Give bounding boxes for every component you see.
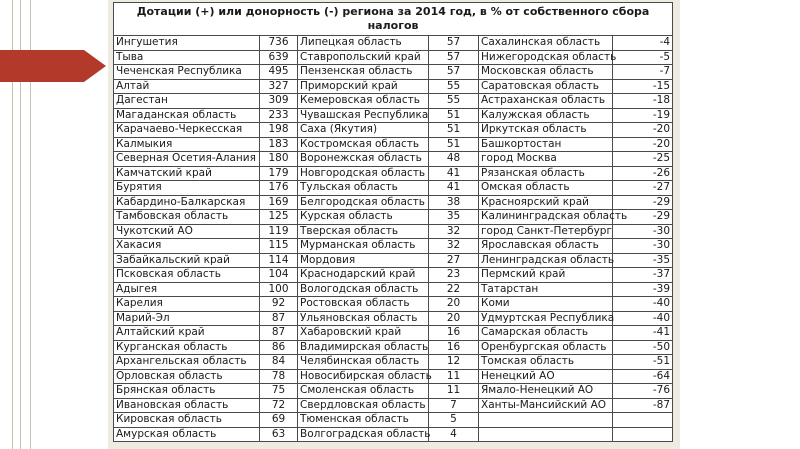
value-a-cell: 92 [260, 297, 298, 312]
region-a-cell: Камчатский край [114, 166, 260, 181]
arrow-decor [0, 50, 84, 82]
region-a-cell: Орловская область [114, 369, 260, 384]
region-c-cell: Коми [479, 297, 613, 312]
value-a-cell: 114 [260, 253, 298, 268]
value-c-cell: -20 [613, 137, 673, 152]
value-a-cell: 115 [260, 239, 298, 254]
value-c-cell: -19 [613, 108, 673, 123]
table-row [114, 340, 673, 355]
value-b-cell: 57 [429, 36, 479, 51]
region-c-cell: Удмуртская Республика [479, 311, 613, 326]
region-b-cell: Тверская область [298, 224, 429, 239]
region-a-cell: Ингушетия [114, 36, 260, 51]
value-c-cell: -30 [613, 239, 673, 254]
region-a-cell: Псковская область [114, 268, 260, 283]
value-c-cell: -29 [613, 210, 673, 225]
value-c-cell: -39 [613, 282, 673, 297]
value-c-cell: -27 [613, 181, 673, 196]
value-b-cell: 22 [429, 282, 479, 297]
table-row [114, 181, 673, 196]
value-a-cell: 169 [260, 195, 298, 210]
region-c-cell: Томская область [479, 355, 613, 370]
region-a-cell: Чукотский АО [114, 224, 260, 239]
region-b-cell: Пензенская область [298, 65, 429, 80]
value-a-cell: 87 [260, 326, 298, 341]
value-c-cell: -4 [613, 36, 673, 51]
value-a-cell: 198 [260, 123, 298, 138]
value-b-cell: 16 [429, 340, 479, 355]
value-c-cell: -5 [613, 50, 673, 65]
region-a-cell: Карелия [114, 297, 260, 312]
region-b-cell: Костромская область [298, 137, 429, 152]
value-b-cell: 57 [429, 65, 479, 80]
region-a-cell: Кабардино-Балкарская [114, 195, 260, 210]
region-b-cell: Челябинская область [298, 355, 429, 370]
region-c-cell: Рязанская область [479, 166, 613, 181]
value-a-cell: 86 [260, 340, 298, 355]
value-b-cell: 12 [429, 355, 479, 370]
value-a-cell: 179 [260, 166, 298, 181]
region-a-cell: Ивановская область [114, 398, 260, 413]
value-b-cell: 35 [429, 210, 479, 225]
table-row [114, 369, 673, 384]
value-a-cell: 72 [260, 398, 298, 413]
region-a-cell: Адыгея [114, 282, 260, 297]
region-b-cell: Белгородская область [298, 195, 429, 210]
region-b-cell: Липецкая область [298, 36, 429, 51]
region-a-cell: Калмыкия [114, 137, 260, 152]
value-c-cell: -41 [613, 326, 673, 341]
region-b-cell: Чувашская Республика [298, 108, 429, 123]
value-c-cell: -50 [613, 340, 673, 355]
region-b-cell: Свердловская область [298, 398, 429, 413]
region-c-cell: Ямало-Ненецкий АО [479, 384, 613, 399]
value-b-cell: 11 [429, 384, 479, 399]
value-a-cell: 78 [260, 369, 298, 384]
region-c-cell: Московская область [479, 65, 613, 80]
region-a-cell: Алтай [114, 79, 260, 94]
value-b-cell: 51 [429, 108, 479, 123]
value-a-cell: 233 [260, 108, 298, 123]
regions-table [113, 2, 673, 442]
value-c-cell: -20 [613, 123, 673, 138]
region-a-cell: Кировская область [114, 413, 260, 428]
left-decor-panel [0, 0, 108, 449]
value-c-cell: -7 [613, 65, 673, 80]
region-a-cell: Амурская область [114, 427, 260, 442]
value-a-cell: 87 [260, 311, 298, 326]
value-b-cell: 5 [429, 413, 479, 428]
value-a-cell: 639 [260, 50, 298, 65]
region-b-cell: Саха (Якутия) [298, 123, 429, 138]
value-b-cell: 32 [429, 239, 479, 254]
value-b-cell: 23 [429, 268, 479, 283]
value-b-cell: 4 [429, 427, 479, 442]
value-b-cell: 27 [429, 253, 479, 268]
region-b-cell: Воронежская область [298, 152, 429, 167]
region-c-cell: Калужская область [479, 108, 613, 123]
region-b-cell: Ульяновская область [298, 311, 429, 326]
value-b-cell: 20 [429, 297, 479, 312]
value-b-cell: 7 [429, 398, 479, 413]
table-row [114, 427, 673, 442]
value-a-cell: 736 [260, 36, 298, 51]
region-a-cell: Магаданская область [114, 108, 260, 123]
table-row [114, 210, 673, 225]
region-c-cell: Ханты-Мансийский АО [479, 398, 613, 413]
value-a-cell: 63 [260, 427, 298, 442]
value-b-cell: 11 [429, 369, 479, 384]
value-b-cell: 20 [429, 311, 479, 326]
value-c-cell: -40 [613, 311, 673, 326]
region-a-cell: Хакасия [114, 239, 260, 254]
table-row [114, 65, 673, 80]
region-b-cell: Владимирская область [298, 340, 429, 355]
table-row [114, 108, 673, 123]
region-b-cell: Тульская область [298, 181, 429, 196]
value-a-cell: 125 [260, 210, 298, 225]
right-blank-panel [680, 0, 800, 449]
table-row [114, 50, 673, 65]
value-a-cell: 309 [260, 94, 298, 109]
value-b-cell: 57 [429, 50, 479, 65]
table-title-row [114, 3, 673, 36]
value-b-cell: 41 [429, 166, 479, 181]
region-c-cell: Ненецкий АО [479, 369, 613, 384]
table-row [114, 137, 673, 152]
region-c-cell: город Москва [479, 152, 613, 167]
value-c-cell: -37 [613, 268, 673, 283]
region-b-cell: Ростовская область [298, 297, 429, 312]
region-b-cell: Кемеровская область [298, 94, 429, 109]
region-b-cell: Волгоградская область [298, 427, 429, 442]
table-row [114, 94, 673, 109]
table-row [114, 398, 673, 413]
region-a-cell: Бурятия [114, 181, 260, 196]
region-a-cell: Тыва [114, 50, 260, 65]
value-c-cell [613, 427, 673, 442]
value-a-cell: 183 [260, 137, 298, 152]
region-c-cell: Ярославская область [479, 239, 613, 254]
table-row [114, 282, 673, 297]
region-b-cell: Новгородская область [298, 166, 429, 181]
region-b-cell: Мурманская область [298, 239, 429, 254]
value-b-cell: 41 [429, 181, 479, 196]
value-c-cell: -30 [613, 224, 673, 239]
table-row [114, 311, 673, 326]
region-b-cell: Новосибирская область [298, 369, 429, 384]
region-a-cell: Дагестан [114, 94, 260, 109]
region-c-cell: Башкортостан [479, 137, 613, 152]
region-c-cell: Красноярский край [479, 195, 613, 210]
value-a-cell: 69 [260, 413, 298, 428]
region-c-cell: Астраханская область [479, 94, 613, 109]
value-b-cell: 55 [429, 94, 479, 109]
region-b-cell: Тюменская область [298, 413, 429, 428]
region-a-cell: Алтайский край [114, 326, 260, 341]
table-row [114, 36, 673, 51]
value-c-cell [613, 413, 673, 428]
value-c-cell: -76 [613, 384, 673, 399]
value-c-cell: -15 [613, 79, 673, 94]
region-a-cell: Курганская область [114, 340, 260, 355]
value-c-cell: -87 [613, 398, 673, 413]
value-c-cell: -35 [613, 253, 673, 268]
region-a-cell: Брянская область [114, 384, 260, 399]
table-row [114, 384, 673, 399]
region-c-cell: Омская область [479, 181, 613, 196]
region-a-cell: Северная Осетия-Алания [114, 152, 260, 167]
value-c-cell: -18 [613, 94, 673, 109]
value-a-cell: 495 [260, 65, 298, 80]
region-a-cell: Чеченская Республика [114, 65, 260, 80]
region-c-cell: Иркутская область [479, 123, 613, 138]
value-b-cell: 48 [429, 152, 479, 167]
region-b-cell: Вологодская область [298, 282, 429, 297]
region-a-cell: Архангельская область [114, 355, 260, 370]
table-row [114, 326, 673, 341]
value-c-cell: -29 [613, 195, 673, 210]
value-b-cell: 51 [429, 137, 479, 152]
value-a-cell: 180 [260, 152, 298, 167]
value-b-cell: 51 [429, 123, 479, 138]
table-row [114, 297, 673, 312]
region-b-cell: Смоленская область [298, 384, 429, 399]
region-a-cell: Карачаево-Черкесская [114, 123, 260, 138]
region-c-cell: Нижегородская область [479, 50, 613, 65]
region-b-cell: Хабаровский край [298, 326, 429, 341]
table-row [114, 195, 673, 210]
region-c-cell: Саратовская область [479, 79, 613, 94]
arrow-decor-tip [84, 50, 106, 82]
table-row [114, 166, 673, 181]
table-row [114, 123, 673, 138]
table-row [114, 413, 673, 428]
region-c-cell: Оренбургская область [479, 340, 613, 355]
table-row [114, 79, 673, 94]
value-a-cell: 327 [260, 79, 298, 94]
value-c-cell: -64 [613, 369, 673, 384]
value-b-cell: 38 [429, 195, 479, 210]
value-a-cell: 176 [260, 181, 298, 196]
value-b-cell: 32 [429, 224, 479, 239]
value-c-cell: -25 [613, 152, 673, 167]
region-c-cell: город Санкт-Петербург [479, 224, 613, 239]
value-c-cell: -51 [613, 355, 673, 370]
table-row [114, 355, 673, 370]
region-b-cell: Курская область [298, 210, 429, 225]
table-row [114, 224, 673, 239]
value-c-cell: -26 [613, 166, 673, 181]
region-c-cell: Ленинградская область [479, 253, 613, 268]
region-c-cell [479, 413, 613, 428]
value-a-cell: 119 [260, 224, 298, 239]
region-b-cell: Мордовия [298, 253, 429, 268]
region-b-cell: Краснодарский край [298, 268, 429, 283]
table-row [114, 152, 673, 167]
table-row [114, 268, 673, 283]
value-a-cell: 104 [260, 268, 298, 283]
region-a-cell: Забайкальский край [114, 253, 260, 268]
value-c-cell: -40 [613, 297, 673, 312]
region-a-cell: Тамбовская область [114, 210, 260, 225]
table-row [114, 239, 673, 254]
table-title: Дотации (+) или донорность (-) региона за 2014 год, в % от собственного сбора налогов [114, 3, 673, 36]
region-b-cell: Ставропольский край [298, 50, 429, 65]
value-a-cell: 75 [260, 384, 298, 399]
region-c-cell: Татарстан [479, 282, 613, 297]
region-c-cell: Пермский край [479, 268, 613, 283]
region-c-cell: Сахалинская область [479, 36, 613, 51]
region-c-cell: Калининградская область [479, 210, 613, 225]
value-a-cell: 84 [260, 355, 298, 370]
table-row [114, 253, 673, 268]
region-c-cell [479, 427, 613, 442]
value-b-cell: 16 [429, 326, 479, 341]
region-b-cell: Приморский край [298, 79, 429, 94]
value-b-cell: 55 [429, 79, 479, 94]
value-a-cell: 100 [260, 282, 298, 297]
region-a-cell: Марий-Эл [114, 311, 260, 326]
region-c-cell: Самарская область [479, 326, 613, 341]
